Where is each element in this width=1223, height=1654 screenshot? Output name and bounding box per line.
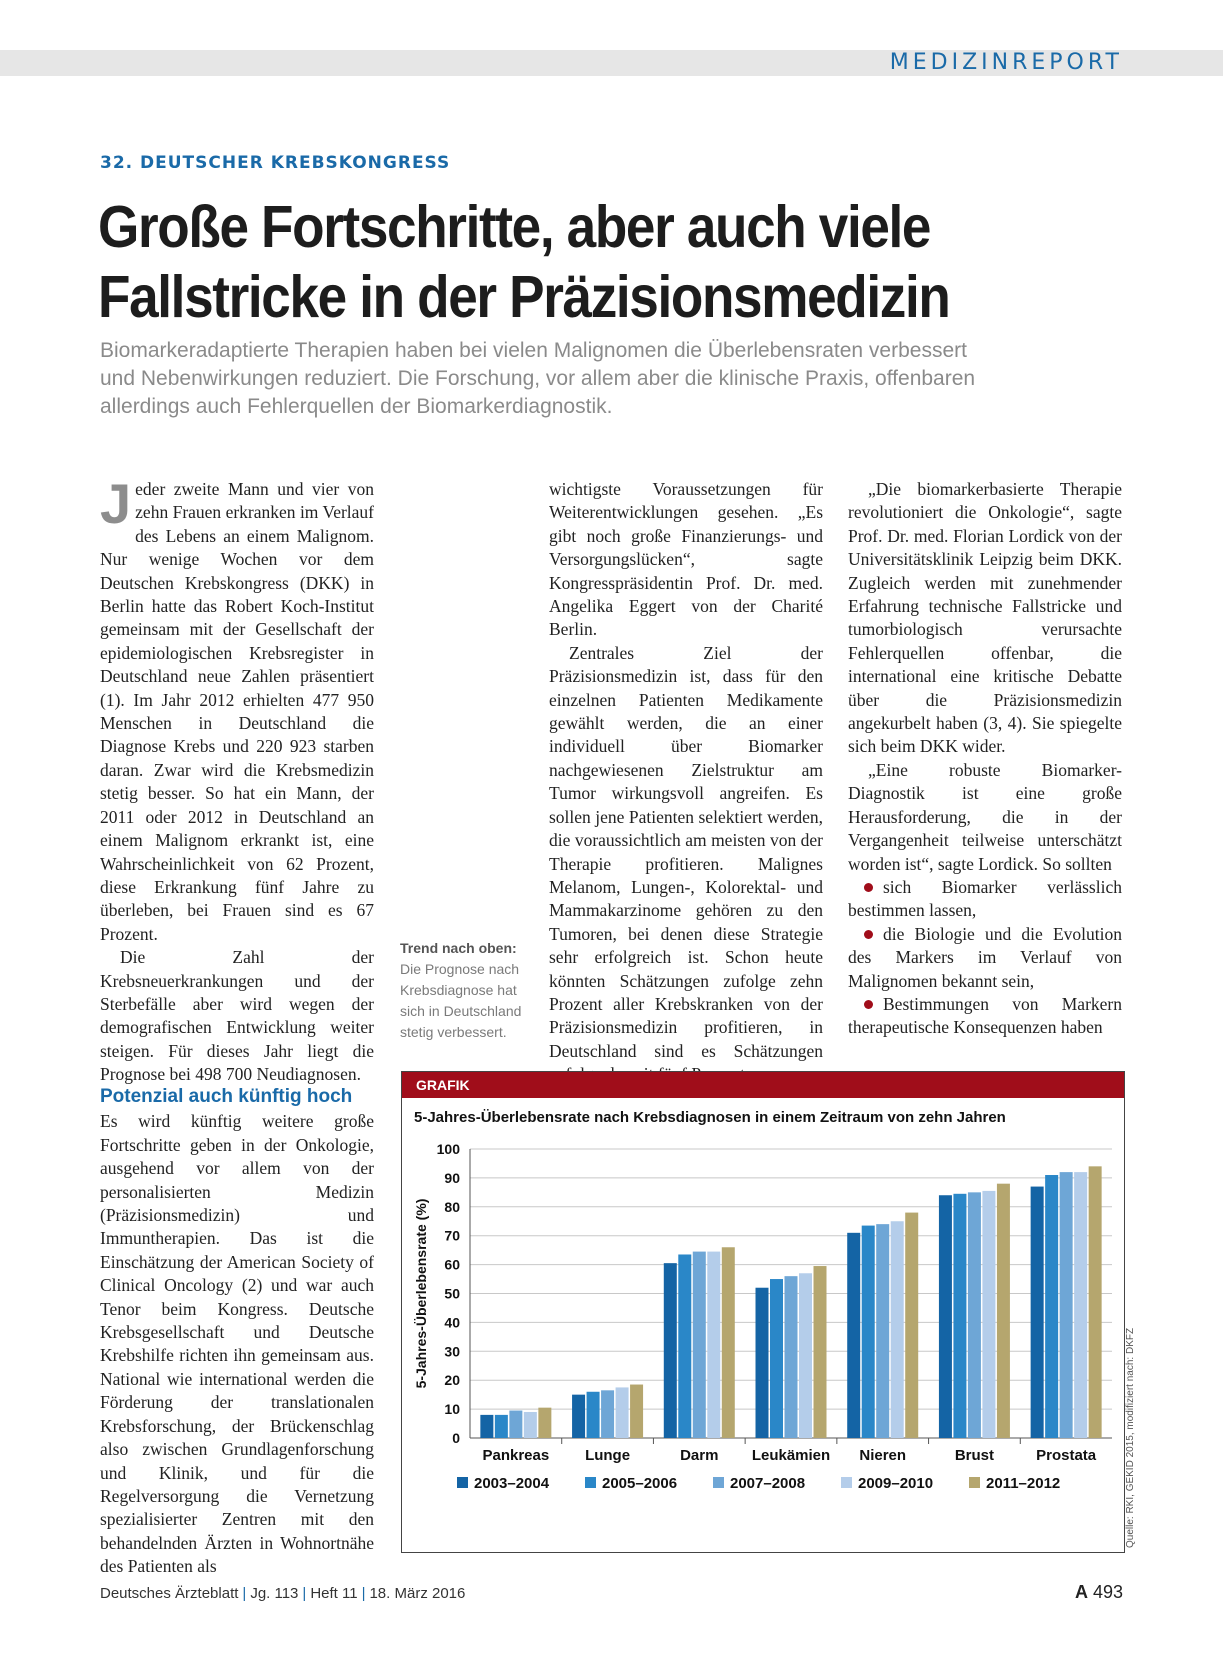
bar xyxy=(1060,1172,1073,1438)
bar xyxy=(722,1247,735,1438)
legend-label: 2009–2010 xyxy=(858,1475,934,1492)
bar xyxy=(587,1392,600,1438)
bar xyxy=(678,1254,691,1438)
legend-swatch xyxy=(713,1477,724,1488)
bar xyxy=(707,1252,720,1438)
issue: Heft 11 xyxy=(310,1585,358,1602)
y-tick-label: 90 xyxy=(444,1169,460,1186)
bar xyxy=(862,1226,875,1438)
x-tick-label: Brust xyxy=(954,1447,995,1464)
article-headline xyxy=(98,192,998,332)
journal-name: Deutsches Ärzteblatt xyxy=(100,1585,239,1602)
legend-label: 2005–2006 xyxy=(602,1475,678,1492)
y-tick-label: 10 xyxy=(444,1401,460,1418)
x-tick-label: Prostata xyxy=(1036,1447,1097,1464)
bar xyxy=(756,1288,769,1438)
y-tick-label: 80 xyxy=(444,1198,460,1215)
y-tick-label: 30 xyxy=(444,1343,460,1360)
headline-line-2: Fallstricke in der Präzisionsmedizin xyxy=(98,264,950,330)
bar xyxy=(616,1387,629,1438)
bar xyxy=(538,1408,551,1438)
bullet-item: die Biologie und die Evolution des Markers im Verlauf von Malignomen bekannt sein, xyxy=(848,923,1122,991)
legend-swatch xyxy=(969,1477,980,1488)
bar xyxy=(664,1263,677,1438)
chart-title: 5-Jahres-Überlebensrate nach Krebsdiagnosen in einem Zeitraum von zehn Jahren xyxy=(414,1109,1006,1126)
bar xyxy=(601,1390,614,1438)
bullet-icon xyxy=(864,930,873,939)
x-tick-label: Darm xyxy=(680,1447,719,1464)
page-number: A 493 xyxy=(1074,1582,1123,1602)
paragraph: „Die biomarkerbasierte Therapie revolutioniert die Onkologie“, sagte Prof. Dr. med. Florian Lordick von der Universitätsklinik Leipzig beim DKK. Zugleich werden mit zunehmender Erfahrung technische Fallstricke und tumorbiologisch verursachte Fehlerquellen offenbar, die international eine kritische Debatte über die Präzisionsmedizin angekurbelt haben (3, 4). Sie spiegelte sich beim DKK wider. xyxy=(848,479,1122,757)
bullet-icon xyxy=(864,883,873,892)
paragraph: Zentrales Ziel der Präzisionsmedizin ist, dass für den einzelnen Patienten Medikamente gewählt werden, die an einer individuell über Biomarker nachgewiesenen Zielstruktur am Tumor wirkungsvoll angreifen. Es sollen jene Patienten selektiert werden, die voraussichtlich am meisten von der Therapie profitieren. Malignes Melanom, Lungen-, Kolorektal- und Mammakarzinome gehören zu den Tumoren, bei denen diese Strategie sehr erfolgreich ist. Schon heute könnten Schätzungen zufolge zehn Prozent aller Krebskranken von der Präzisionsmedizin profitieren, in Deutschland sind es Schätzungen xyxy=(549,642,823,1061)
bar xyxy=(847,1233,860,1438)
bar xyxy=(997,1184,1010,1438)
bullet-icon xyxy=(864,1000,873,1009)
bar xyxy=(982,1191,995,1438)
bar xyxy=(1031,1187,1044,1438)
bar xyxy=(770,1279,783,1438)
legend-swatch xyxy=(457,1477,468,1488)
bar xyxy=(1089,1166,1102,1438)
grafik-label: GRAFIK xyxy=(402,1072,1124,1098)
bar xyxy=(572,1395,585,1438)
y-tick-label: 50 xyxy=(444,1285,460,1302)
x-tick-label: Leukämien xyxy=(751,1447,831,1464)
bar xyxy=(630,1385,643,1438)
date: 18. März 2016 xyxy=(369,1585,466,1602)
bar xyxy=(509,1411,522,1438)
paragraph: Es wird künftig weitere große Fortschritte geben in der Onkologie, ausgehend vor allem von der personalisierten Medizin (Präzisionsmedizin) und Immuntherapien. Das ist die Einschätzung der American Society of Clinical Oncology (2) und war auch Tenor beim Kongress. Deutsche Krebsgesellschaft und Deutsche Krebshilfe richten ihn gemeinsam aus. National wie international werden die Förderung der translationalen Krebsforschung, der Brückenschlag also zwischen Grundlagenforschung und Klinik, und für die Regelversorgung die Vernetzung spezialisierter Zentren mit den behandelnden Ärzten in Wohnortnähe des Patienten als xyxy=(100,1111,374,1577)
section-subtitle: Potenzial auch künftig hoch xyxy=(100,1086,353,1107)
legend-label: 2007–2008 xyxy=(730,1475,806,1492)
bar xyxy=(876,1224,889,1438)
bar xyxy=(1074,1172,1087,1438)
x-tick-label: Pankreas xyxy=(482,1447,550,1464)
footer: Deutsches Ärzteblatt | Jg. 113 | Heft 11 | 18. März 2016 xyxy=(100,1585,466,1602)
bar xyxy=(891,1221,904,1438)
caption-text: Die Prognose nach Krebsdiagnose hat sich in Deutschland stetig verbessert. xyxy=(400,961,522,1040)
bar xyxy=(968,1192,981,1438)
x-tick-label: Nieren xyxy=(859,1447,907,1464)
caption-title: Trend nach oben: xyxy=(400,940,517,956)
bullet-item: sich Biomarker verlässlich bestimmen lassen, xyxy=(848,876,1122,921)
grafik-box xyxy=(401,1071,1125,1553)
bar xyxy=(524,1412,537,1438)
column-3 xyxy=(848,478,1122,1040)
article-subhead: Biomarkeradaptierte Therapien haben bei vielen Malignomen die Überlebensraten verbessert und Nebenwirkungen reduziert. Die Forschung, vor allem aber die klinische Praxis, offenbaren allerdings auch Fehlerquellen der Biomarkerdiagnostik. xyxy=(100,339,976,418)
column-1-continued xyxy=(100,1085,374,1579)
figure-caption xyxy=(400,938,530,1043)
bar xyxy=(799,1273,812,1438)
article-kicker: 32. DEUTSCHER KREBSKONGRESS xyxy=(100,153,451,173)
bar xyxy=(480,1415,493,1438)
bar xyxy=(905,1213,918,1438)
chart-source: Quelle: RKI, GEKID 2015, modifiziert nach: DKFZ xyxy=(1125,1327,1136,1548)
column-2 xyxy=(549,478,823,1087)
section-label: MEDIZINREPORT xyxy=(889,50,1123,75)
bar xyxy=(939,1195,952,1438)
y-tick-label: 40 xyxy=(444,1314,460,1331)
legend-swatch xyxy=(841,1477,852,1488)
y-axis-label: 5-Jahres-Überlebensrate (%) xyxy=(413,1198,429,1389)
bar xyxy=(814,1266,827,1438)
headline-line-1: Große Fortschritte, aber auch viele xyxy=(98,194,931,260)
paragraph: wichtigste Voraussetzungen für Weiterentwicklungen gesehen. „Es gibt noch große Finanzierungs- und Versorgungslücken“, sagte Kongresspräsidentin Prof. Dr. med. Angelika Eggert von der Charité Berlin. xyxy=(549,479,823,640)
bullet-item: Bestimmungen von Markern therapeutische Konsequenzen haben xyxy=(848,993,1122,1038)
column-1 xyxy=(100,472,374,1087)
paragraph: Die Zahl der Krebsneuerkrankungen und der Sterbefälle aber wird wegen der demografischen Entwicklung weiter steigen. Für dieses Jahr liegt die Prognose bei 498 700 Neudiagnosen. xyxy=(100,947,374,1085)
legend-swatch xyxy=(585,1477,596,1488)
bar xyxy=(1045,1175,1058,1438)
bar xyxy=(693,1252,706,1438)
y-tick-label: 100 xyxy=(436,1141,460,1157)
y-tick-label: 20 xyxy=(444,1372,460,1389)
x-tick-label: Lunge xyxy=(585,1447,631,1464)
bar xyxy=(785,1276,798,1438)
volume: Jg. 113 xyxy=(250,1585,299,1602)
y-tick-label: 60 xyxy=(444,1256,460,1273)
paragraph: eder zweite Mann und vier von zehn Frauen erkranken im Verlauf des Lebens an einem Malignom. Nur wenige Wochen vor dem Deutschen Krebskongress (DKK) in Berlin hatte das Robert Koch-Institut gemeinsam mit der Gesellschaft der epidemiologischen Krebsregister in Deutschland neue Zahlen präsentiert (1). Im Jahr 2012 erhielten 477 950 Menschen in Deutschland die Diagnose Krebs und 220 923 starben daran. Zwar wird die Krebsmedizin stetig besser. So hat ein Mann, der 2011 oder 2012 in Deutschland an einem Malignom erkrankt ist, eine Wahrscheinlichkeit von 62 Prozent, diese Erkrankung fünf Jahre zu überleben, bei Frauen sind es 67 Prozent. xyxy=(100,479,374,944)
y-tick-label: 0 xyxy=(452,1430,460,1446)
y-tick-label: 70 xyxy=(444,1227,460,1244)
legend-label: 2003–2004 xyxy=(474,1475,550,1492)
paragraph: „Eine robuste Biomarker-Diagnostik ist eine große Herausforderung, die in der Vergangenheit teilweise unterschätzt worden ist“, sagte Lordick. So sollten xyxy=(848,759,1122,874)
bar xyxy=(495,1415,508,1438)
bar-chart xyxy=(402,1132,1124,1552)
bar xyxy=(953,1194,966,1438)
drop-cap: J xyxy=(100,472,132,535)
legend-label: 2011–2012 xyxy=(986,1475,1061,1492)
